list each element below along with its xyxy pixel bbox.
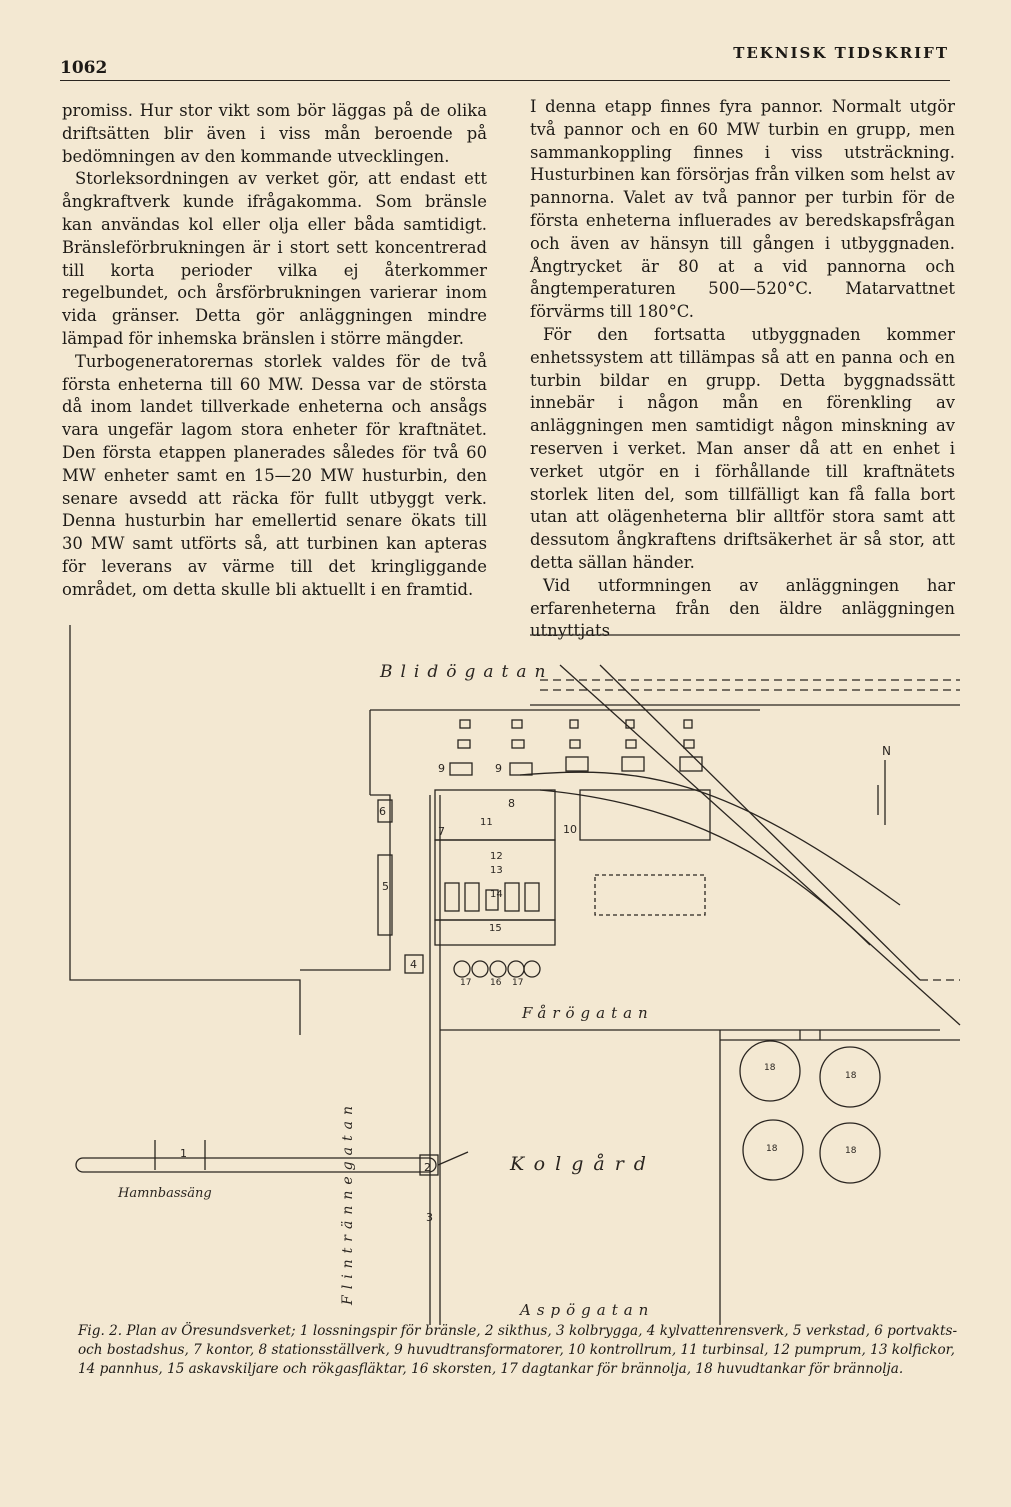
- map-number: 5: [382, 880, 389, 893]
- header-rule: [60, 80, 950, 81]
- map-number: 9: [438, 762, 445, 775]
- figure-caption-text: Plan av Öresundsverket; 1 lossningspir för bränsle, 2 sikthus, 3 kolbrygga, 4 kylvattenrensverk, 5 verkstad, 6 portvakts- och bostadshus, 7 kontor, 8 stationsställverk, 9 huvudtransformatorer, 10 kontrollrum, 11 turbinsal, 12 pumprum, 13 kolfickor, 14 pannhus, 15 askavskiljare och rökgasfläktar, 16 skorsten, 17 dagtankar för brännolja, 18 huvudtankar för brännolja.: [78, 1323, 958, 1377]
- map-number: 2: [424, 1161, 431, 1174]
- map-number: 17: [460, 978, 472, 988]
- north-label: N: [882, 744, 891, 758]
- map-number: 14: [490, 889, 503, 900]
- street-label-vertical: Flintrännegatan: [340, 1100, 356, 1305]
- map-number: 12: [490, 851, 503, 862]
- street-label-top: Blidögatan: [380, 662, 554, 682]
- paragraph: Storleksordningen av verket gör, att endast ett ångkraftverk kunde ifrågakomma. Som bränsle kan användas kol eller olja eller båda samtidigt. Bränsleförbrukningen är i stort sett koncentrerad till korta perioder vilka ej återkommer regelbundet, och årsförbrukningen varierar inom vida gränser. Detta gör anläggningen mindre lämpad för inhemska bränslen i större mängder.: [62, 169, 487, 348]
- map-number: 3: [426, 1211, 433, 1224]
- map-number: 18: [845, 1146, 857, 1156]
- figure-label: Fig. 2.: [78, 1323, 123, 1339]
- paragraph: I denna etapp finnes fyra pannor. Normalt utgör två pannor och en 60 MW turbin en grupp, men sammankoppling finnes i viss utsträckning. Husturbinen kan försörjas från vilken som helst av pannorna. Valet av två pannor per turbin för de första enheterna influerades av beredskapsfrågan och även av hänsyn till gången i utbyggnaden. Ångtrycket är 80 at a vid pannorna och ångtemperaturen 500—520°C. Matarvattnet förvärms till 180°C.: [530, 97, 955, 322]
- map-number: 13: [490, 865, 503, 876]
- paragraph: För den fortsatta utbyggnaden kommer enhetssystem att tillämpas så att en panna och en turbin bildar en grupp. Detta byggnadssätt innebär i någon mån en förenkling av anläggningen men samtidigt någon minskning av reserven i verket. Man anser då att en enhet i verket utgör en i förhållande till kraftnätets storlek liten del, som tillfälligt kan få falla bort utan att olägenheterna blir alltför stora samt att dessutom ångkraftens driftsäkerhet är så stor, att detta sällan händer.: [530, 324, 955, 572]
- map-number: 18: [766, 1144, 778, 1154]
- right-column: [530, 96, 955, 643]
- street-label-middle: Fårögatan: [522, 1004, 654, 1022]
- paragraph: Vid utformningen av anläggningen har erfarenheterna från den äldre anläggningen utnyttjats: [530, 575, 955, 641]
- map-number: 1: [180, 1147, 187, 1160]
- map-number: 7: [438, 825, 445, 838]
- figure-caption: [78, 1322, 958, 1379]
- page-number: 1062: [60, 58, 108, 78]
- left-column: [62, 100, 487, 602]
- map-number: 4: [410, 958, 417, 971]
- map-number: 11: [480, 817, 493, 828]
- harbor-label: Hamnbassäng: [118, 1186, 212, 1201]
- map-number: 10: [563, 823, 577, 836]
- map-number: 18: [845, 1071, 857, 1081]
- coal-yard-label: Kolgård: [510, 1153, 656, 1175]
- map-number: 8: [508, 797, 515, 810]
- journal-title: TEKNISK TIDSKRIFT: [733, 44, 949, 62]
- site-plan-figure: [0, 625, 1011, 1325]
- map-number: 16: [490, 978, 502, 988]
- street-label-bottom: Aspögatan: [520, 1301, 655, 1319]
- map-number: 18: [764, 1063, 776, 1073]
- paragraph: promiss. Hur stor vikt som bör läggas på de olika driftsätten blir även i viss mån beroende på bedömningen av den kommande utvecklingen.: [62, 101, 487, 166]
- paragraph: Turbogeneratorernas storlek valdes för de två första enheterna till 60 MW. Dessa var de största då inom landet tillverkade enheterna och ansågs vara ungefär lagom stora enheter för kraftnätet. Den första etappen planerades således för två 60 MW enheter samt en 15—20 MW husturbin, den senare avsedd att räcka för fullt utbyggt verk. Denna husturbin har emellertid senare ökats till 30 MW samt utförts så, att turbinen kan apteras för leverans av värme till det kringliggande området, om detta skulle bli aktuellt i en framtid.: [62, 351, 487, 599]
- map-number: 6: [379, 805, 386, 818]
- map-number: 17: [512, 978, 524, 988]
- map-number: 9: [495, 762, 502, 775]
- map-number: 15: [489, 923, 502, 934]
